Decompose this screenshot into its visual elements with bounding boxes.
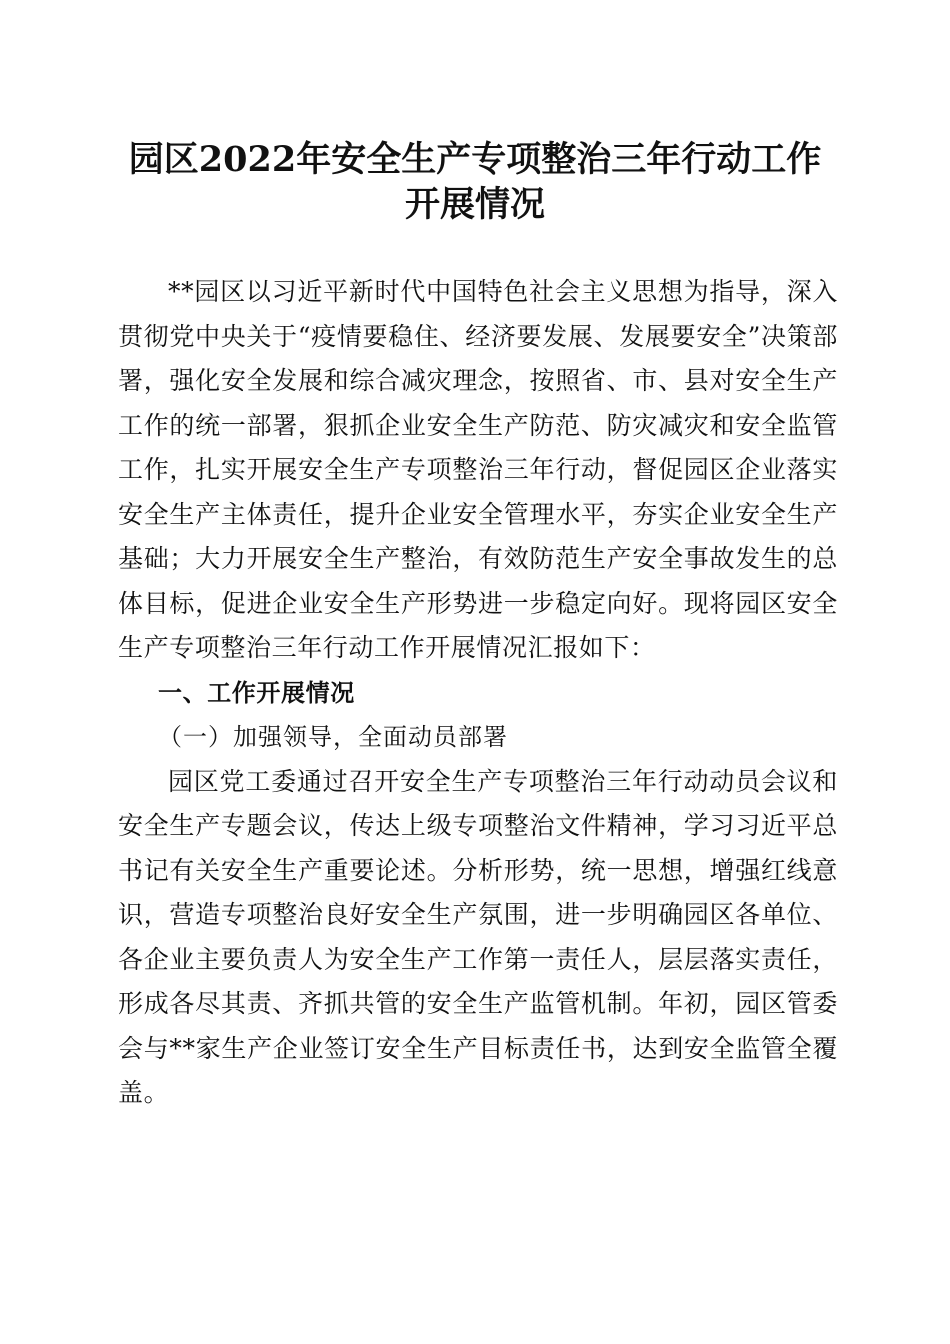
subsection-1-paragraph: 园区党工委通过召开安全生产专项整治三年行动动员会议和安全生产专题会议，传达上级专项整治文件精神，学习习近平总书记有关安全生产重要论述。分析形势，统一思想，增强红线意识，营造专项整治良好安全生产氛围，进一步明确园区各单位、各企业主要负责人为安全生产工作第一责任人，层层落实责任，形成各尽其责、齐抓共管的安全生产监管机制。年初，园区管委会与**家生产企业签订安全生产目标责任书，达到安全监管全覆盖。 [118,766,838,1107]
intro-paragraph: **园区以习近平新时代中国特色社会主义思想为指导，深入贯彻党中央关于“疫情要稳住、经济要发展、发展要安全”决策部署，强化安全发展和综合减灾理念，按照省、市、县对安全生产工作的统一部署，狠抓企业安全生产防范、防灾减灾和安全监管工作，扎实开展安全生产专项整治三年行动，督促园区企业落实安全生产主体责任，提升企业安全管理水平，夯实企业安全生产基础；大力开展安全生产整治，有效防范生产安全事故发生的总体目标，促进企业安全生产形势进一步稳定向好。现将园区安全生产专项整治三年行动工作开展情况汇报如下： [118,277,838,662]
document-title-line-2: 开展情况 [404,184,545,225]
document-body [118,270,838,1116]
section-heading-1: 一、工作开展情况 [158,678,355,707]
document-title-line-1: 园区2022年安全生产专项整治三年行动工作 [128,139,822,180]
subsection-heading-1: （一）加强领导，全面动员部署 [158,723,508,751]
